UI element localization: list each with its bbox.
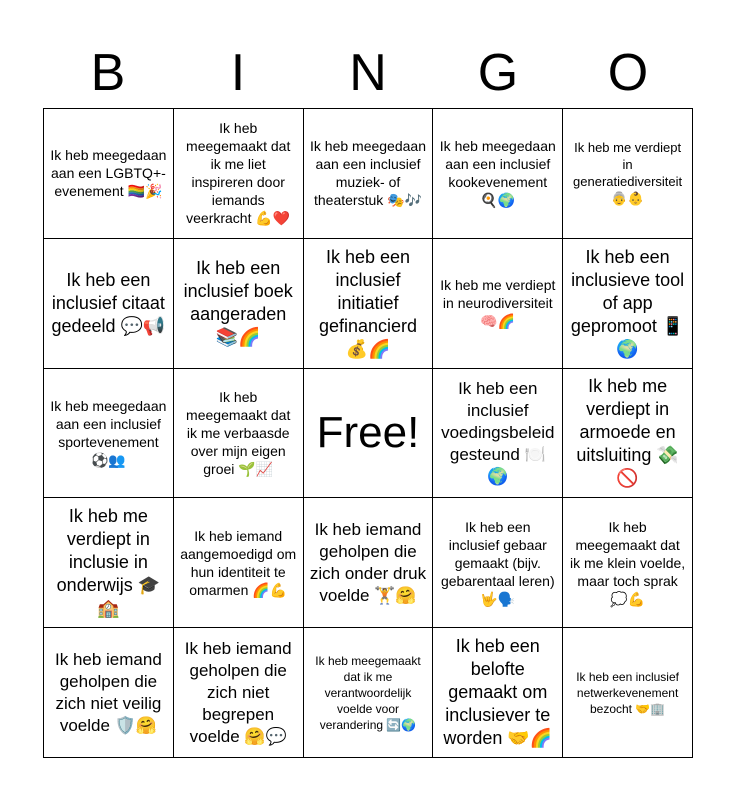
cell-text: Ik heb een inclusieve tool of app gepromoot 📱🌍 [570, 246, 685, 359]
bingo-cell[interactable] [174, 369, 304, 499]
cell-text: Ik heb meegedaan aan een inclusief muziek- of theaterstuk 🎭🎶 [310, 138, 426, 209]
free-cell[interactable] [304, 369, 434, 499]
bingo-cell[interactable] [563, 369, 693, 499]
bingo-cell[interactable] [174, 239, 304, 369]
cell-text: Ik heb een inclusief boek aangeraden 📚🌈 [183, 258, 293, 348]
cell-text: Ik heb me verdiept in inclusie in onderwijs 🎓🏫 [56, 506, 161, 619]
bingo-cell[interactable] [563, 628, 693, 758]
bingo-cell[interactable] [563, 109, 693, 239]
bingo-cell[interactable] [44, 109, 174, 239]
bingo-cell[interactable] [433, 239, 563, 369]
bingo-cell[interactable] [44, 239, 174, 369]
cell-text: Ik heb een belofte gemaakt om inclusiever te worden 🤝🌈 [443, 636, 553, 749]
cell-text: Ik heb meegemaakt dat ik me verbaasde over mijn eigen groei 🌱📈 [186, 388, 291, 477]
cell-text: Ik heb een inclusief initiatief gefinancierd 💰🌈 [318, 246, 418, 359]
bingo-grid [43, 108, 693, 758]
cell-text: Ik heb meegemaakt dat ik me klein voelde, maar toch sprak 💭💪 [570, 518, 686, 607]
bingo-cell[interactable] [174, 498, 304, 628]
header-letter-g: G [477, 44, 519, 102]
header-letter-n: N [349, 44, 387, 102]
cell-text: Ik heb een inclusief gebaar gemaakt (bijv. gebarentaal leren) 🤟🗣️ [440, 518, 555, 607]
cell-text: Ik heb meegedaan aan een inclusief kookevenement 🍳🌍 [439, 138, 556, 209]
cell-text: Ik heb meegemaakt dat ik me verantwoordelijk voelde voor verandering 🔄🌍 [315, 653, 421, 732]
cell-text: Ik heb iemand aangemoedigd om hun identiteit te omarmen 🌈💪 [180, 527, 297, 598]
bingo-cell[interactable] [304, 498, 434, 628]
bingo-cell[interactable] [304, 628, 434, 758]
cell-text: Ik heb een inclusief netwerkevenement bezocht 🤝🏢 [576, 669, 679, 716]
bingo-cell[interactable] [304, 239, 434, 369]
cell-text: Ik heb me verdiept in generatiediversiteit 👵👶 [573, 140, 683, 207]
bingo-cell[interactable] [44, 498, 174, 628]
free-text: Free! [316, 407, 420, 457]
bingo-cell[interactable] [563, 498, 693, 628]
bingo-cell[interactable] [433, 498, 563, 628]
cell-text: Ik heb iemand geholpen die zich niet veilig voelde 🛡️🤗 [55, 649, 162, 735]
cell-text: Ik heb een inclusief voedingsbeleid gesteund 🍽️🌍 [441, 378, 555, 486]
cell-text: Ik heb me verdiept in neurodiversiteit 🧠🌈 [440, 277, 556, 330]
bingo-cell[interactable] [174, 109, 304, 239]
bingo-header [43, 38, 693, 108]
bingo-cell[interactable] [44, 369, 174, 499]
bingo-cell[interactable] [44, 628, 174, 758]
bingo-cell[interactable] [563, 239, 693, 369]
header-letter-o: O [607, 44, 649, 102]
bingo-cell[interactable] [433, 628, 563, 758]
cell-text: Ik heb iemand geholpen die zich onder druk voelde 🏋️🤗 [309, 519, 427, 605]
header-letter-b: B [90, 44, 126, 102]
cell-text: Ik heb meegedaan aan een LGBTQ+-evenement 🏳️‍🌈🎉 [50, 147, 167, 200]
bingo-cell[interactable] [433, 109, 563, 239]
cell-text: Ik heb meegemaakt dat ik me liet inspireren door iemands veerkracht 💪❤️ [186, 120, 291, 227]
bingo-cell[interactable] [174, 628, 304, 758]
cell-text: Ik heb een inclusief citaat gedeeld 💬📢 [51, 269, 166, 336]
bingo-cell[interactable] [304, 109, 434, 239]
cell-text: Ik heb meegedaan aan een inclusief sportevenement ⚽👥 [50, 397, 167, 468]
cell-text: Ik heb me verdiept in armoede en uitsluiting 💸🚫 [576, 376, 679, 489]
bingo-cell[interactable] [433, 369, 563, 499]
header-letter-i: I [230, 44, 246, 102]
cell-text: Ik heb iemand geholpen die zich niet begrepen voelde 🤗💬 [184, 638, 292, 746]
